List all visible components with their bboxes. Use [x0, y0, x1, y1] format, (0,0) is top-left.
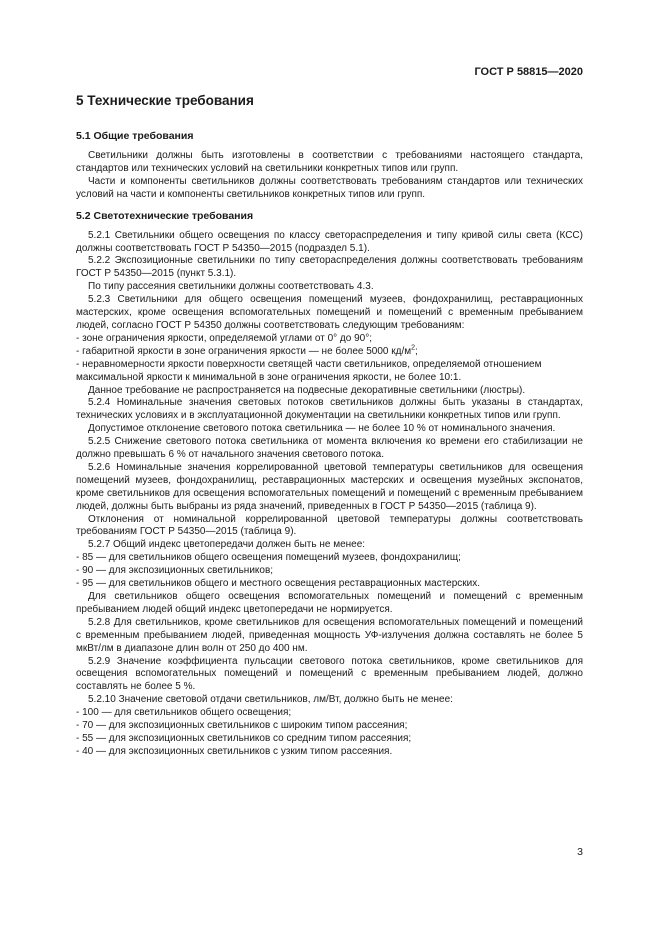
list-item: - 85 — для светильников общего освещения помещений музеев, фондохранилищ; — [76, 552, 583, 565]
paragraph: По типу рассеяния светильники должны соответствовать 4.3. — [88, 281, 374, 293]
paragraph-5-2-8: 5.2.8 Для светильников, кроме светильников для освещения вспомогательных помещений и помещений с временным пребыванием людей, приведенная мощность УФ-излучения должна составлять не более 5 мкВт/лм в диапазоне длин волн от 250 до 400 нм. — [76, 616, 583, 654]
document-body — [76, 93, 583, 759]
list-item: - 40 — для экспозиционных светильников с узким типом рассеяния. — [76, 746, 583, 759]
paragraph: Светильники должны быть изготовлены в соответствии с требованиями настоящего стандарта, стандартов или технических условий на светильники конкретных типов или групп. — [76, 150, 583, 174]
subsection-title-5-1: 5.1 Общие требования — [76, 130, 194, 142]
paragraph: Для светильников общего освещения вспомогательных помещений и помещений с временным пребыванием людей общий индекс цветопередачи не нормируется. — [76, 591, 583, 615]
paragraph-5-2-6: 5.2.6 Номинальные значения коррелированной цветовой температуры светильников для освещения помещений музеев, фондохранилищ, реставрационных мастерских и освещения музейных экспонатов, кроме светильников для освещения вспомогательных помещений и помещений с временным пребыванием людей, должны быть выбраны из ряда значений, приведенных в ГОСТ Р 54350—2015 (таблица 9). — [76, 461, 583, 512]
paragraph-5-2-1: 5.2.1 Светильники общего освещения по классу светораспределения и типу кривой силы света (КСС) должны соответствовать ГОСТ Р 54350—2015 (подраздел 5.1). — [76, 229, 583, 254]
paragraph-5-2-9: 5.2.9 Значение коэффициента пульсации светового потока светильников, кроме светильников для освещения вспомогательных помещений и помещений с временным пребыванием людей, должно составлять не более 5 %. — [76, 655, 583, 693]
page-number: 3 — [577, 846, 583, 858]
paragraph: Допустимое отклонение светового потока светильника — не более 10 % от номинального значения. — [88, 423, 556, 435]
list-item: - 100 — для светильников общего освещения; — [76, 707, 583, 720]
paragraph: Отклонения от номинальной коррелированной цветовой температуры должны соответствовать требованиям ГОСТ Р 54350—2015 (таблица 9). — [76, 513, 583, 538]
standard-number: ГОСТ Р 58815—2020 — [474, 66, 583, 78]
list-item: - габаритной яркости в зоне ограничения яркости — не более 5000 $кд/м^2$; — [76, 346, 583, 359]
list-item: - 95 — для светильников общего и местного освещения реставрационных мастерских. — [76, 578, 583, 591]
paragraph-5-2-7: 5.2.7 Общий индекс цветопередачи должен быть не менее: — [88, 539, 366, 551]
paragraph-5-2-3: 5.2.3 Светильники для общего освещения помещений музеев, фондохранилищ, реставрационных мастерских, кроме освещения вспомогательных помещений и помещений с временным пребыванием людей, согласно ГОСТ Р 54350 должны соответствовать следующим требованиям: — [76, 294, 583, 331]
section-title: 5 Технические требования — [76, 93, 254, 108]
efficacy-list-5-2-10 — [76, 707, 583, 759]
paragraph-5-2-5: 5.2.5 Снижение светового потока светильника от момента включения ко времени его стабилизации не должно превышать 6 % от начального значения светового потока. — [76, 436, 583, 461]
paragraph: Части и компоненты светильников должны соответствовать требованиям стандартов или технических условий на части и компоненты светильников конкретных типов или групп. — [76, 175, 583, 200]
paragraph-5-2-4: 5.2.4 Номинальные значения световых потоков светильников должны быть указаны в стандартах, технических условиях и в эксплуатационной документации на светильники конкретных типов или групп. — [76, 397, 583, 422]
paragraph-5-2-2: 5.2.2 Экспозиционные светильники по типу светораспределения должны соответствовать требованиям ГОСТ Р 54350—2015 (пункт 5.3.1). — [76, 255, 583, 280]
cri-list-5-2-7 — [76, 552, 583, 591]
list-item: - 55 — для экспозиционных светильников со средним типом рассеяния; — [76, 733, 583, 746]
list-item: - неравномерности яркости поверхности светящей части светильников, определяемой отношением максимальной яркости к минимальной в зоне ограничения яркости, не более 10:1. — [76, 359, 583, 385]
paragraph-5-2-10: 5.2.10 Значение световой отдачи светильников, лм/Вт, должно быть не менее: — [88, 694, 453, 706]
paragraph: Данное требование не распространяется на подвесные декоративные светильники (люстры). — [88, 384, 526, 396]
list-item: - 70 — для экспозиционных светильников с широким типом рассеяния; — [76, 720, 583, 733]
requirements-list-5-2-3 — [76, 333, 583, 385]
subsection-title-5-2: 5.2 Светотехнические требования — [76, 209, 254, 222]
list-item: - 90 — для экспозиционных светильников; — [76, 565, 583, 578]
list-item: - зоне ограничения яркости, определяемой углами от 0° до 90°; — [76, 333, 583, 346]
